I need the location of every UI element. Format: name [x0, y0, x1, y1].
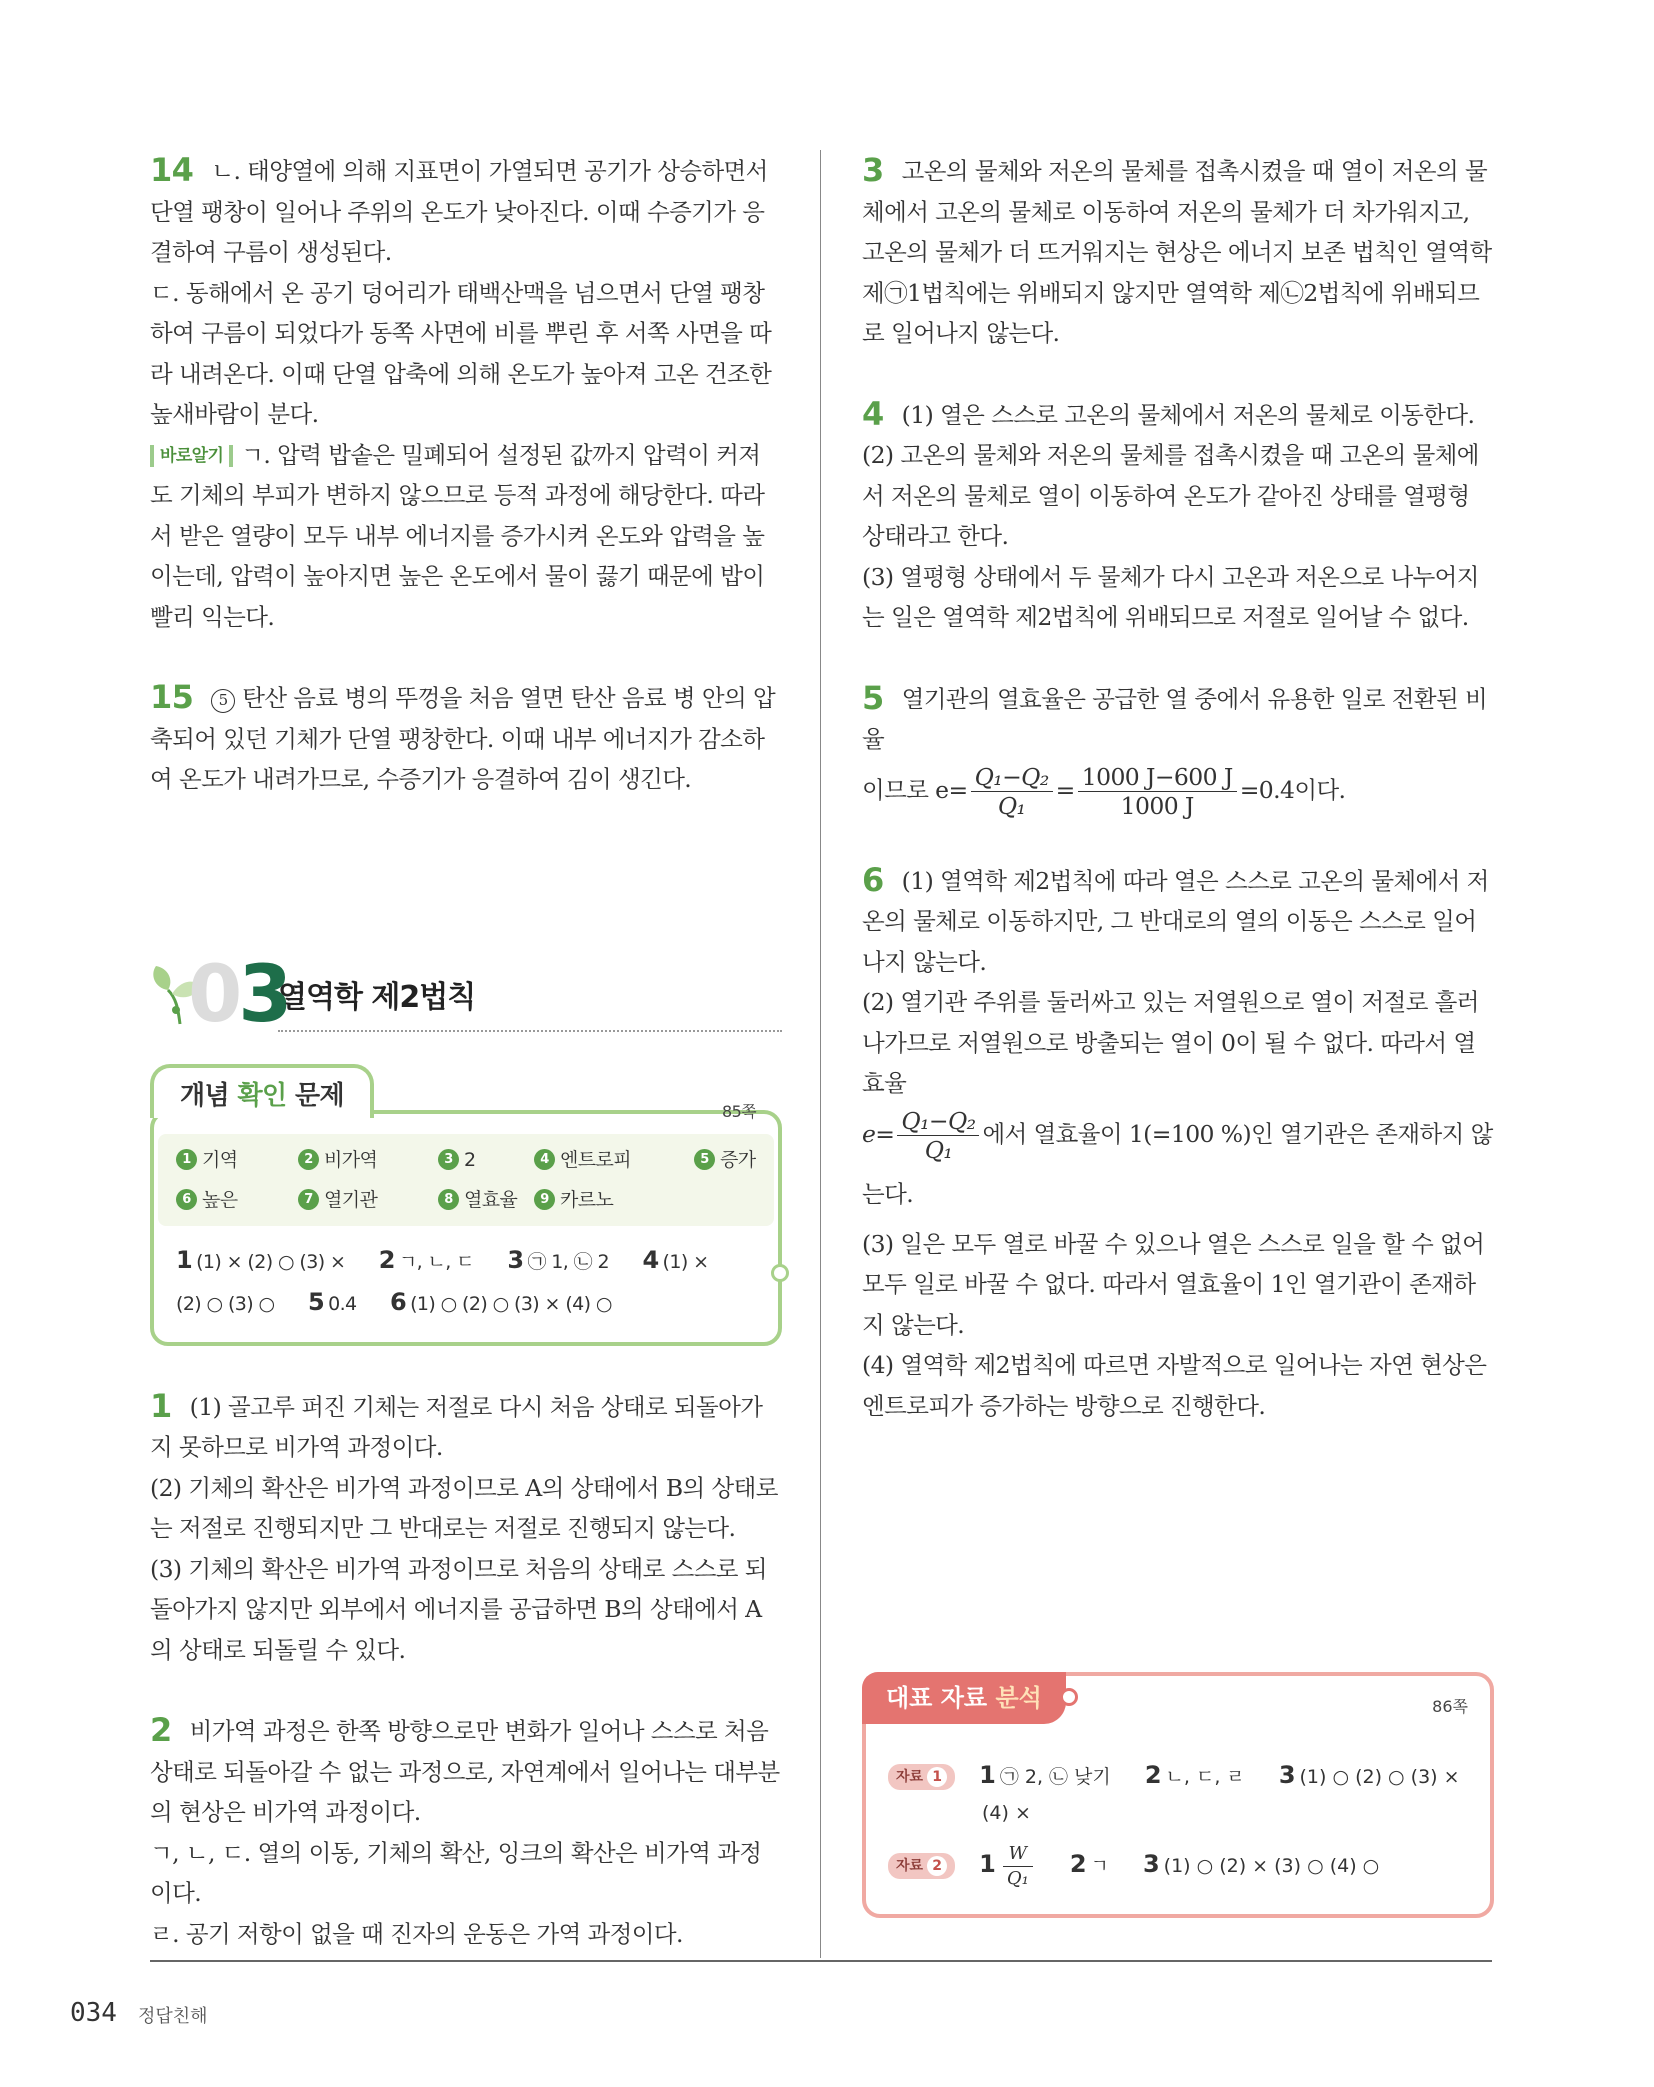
keyword-item: [534, 1180, 694, 1220]
answer-text: 탄산 음료 병의 뚜껑을 처음 열면 탄산 음료 병 안의 압축되어 있던 기체가 단열 팽창한다. 이때 내부 에너지가 감소하여 온도가 내려가므로, 수증기가 응결하여 김이 생긴다.: [150, 684, 776, 793]
page-number: 034: [70, 1998, 117, 2028]
answer-6: 6 (1) 열역학 제2법칙에 따라 열은 스스로 고온의 물체에서 저온의 물체로 이동하지만, 그 반대로의 열의 이동은 스스로 일어나지 않는다. (2) 열기관 주위를 둘러싸고 있는 저열원으로 열이 저절로 흘러나가므로 저열원으로 방출되는 열이 0이 될 수 없다. 따라서 열효율 e= $\frac{\text{Q₁−Q₂}}{\text{Q₁}}$ 에서 열효율이 1(=100 %)인 열기관은 존재하지 않는다. (3) 일은 모두 열로 바꿀 수 있으나 열은 스스로 일을 할 수 없어 모두 일로 바꿀 수 없다. 따라서 열효율이 1인 열기관이 존재하지 않는다. (4) 열역학 제2법칙에 따르면 자발적으로 일어나는 자연 현상은 엔트로피가 증가하는 방향으로 진행한다.: [862, 860, 1494, 1427]
decorative-knob: [1060, 1688, 1078, 1706]
answer-text: (4) 열역학 제2법칙에 따르면 자발적으로 일어나는 자연 현상은 엔트로피가 증가하는 방향으로 진행한다.: [862, 1351, 1487, 1420]
keyword-text: 2: [464, 1148, 476, 1171]
reference-tag: 자료 2: [888, 1853, 955, 1879]
keyword-number: 3: [438, 1149, 459, 1170]
answer-15: [150, 677, 782, 800]
keyword-number: 6: [176, 1189, 197, 1210]
keyword-item: [176, 1140, 298, 1180]
answer-text: 열기관의 열효율은 공급한 열 중에서 유용한 일로 전환된 비율: [862, 684, 1488, 753]
keyword-text: 열기관: [324, 1188, 378, 1211]
concept-check-box: [150, 1080, 782, 1346]
question-number: 5: [862, 678, 884, 717]
keyword-item: [438, 1180, 534, 1220]
baro-algi-tag: 바로알기: [150, 445, 233, 467]
circled-label: ㉠: [884, 278, 908, 307]
keyword-text: 카르노: [560, 1188, 614, 1211]
efficiency-fraction: $\frac{\text{Q₁−Q₂}}{\text{Q₁}}$: [897, 1107, 979, 1164]
value-fraction: $\frac{1000 J-600 J}{1000 J}$: [1078, 763, 1237, 820]
keyword-item: [176, 1180, 298, 1220]
keyword-number: 4: [534, 1149, 555, 1170]
circled-label: ㉡: [1280, 278, 1304, 307]
answer-text: (2) 고온의 물체와 저온의 물체를 접촉시켰을 때 고온의 물체에서 저온의 물체로 열이 이동하여 온도가 같아진 상태를 열평형 상태라고 한다.: [862, 441, 1479, 550]
right-column: [862, 150, 1494, 1466]
page-reference: 86쪽: [1432, 1697, 1468, 1716]
book-label: 정답친해: [138, 2006, 208, 2027]
keyword-number: 1: [176, 1149, 197, 1170]
data-analysis-box: [862, 1672, 1494, 1918]
question-number: 15: [150, 678, 194, 716]
reference-tag: 자료 1: [888, 1764, 955, 1790]
section-header: [150, 950, 782, 1060]
answer-5: 5 열기관의 열효율은 공급한 열 중에서 유용한 일로 전환된 비율 이므로 e= $\frac{\text{Q₁−Q₂}}{\text{Q₁}}$ = $\frac{1000 J-600 J}{1000 J}$ =0.4이다.: [862, 678, 1488, 820]
question-number: 14: [150, 151, 194, 189]
keyword-item: [298, 1180, 438, 1220]
answer-text: (1) 열은 스스로 고온의 물체에서 저온의 물체로 이동한다.: [901, 400, 1475, 429]
concept-check-tab: 개념 확인 문제: [150, 1064, 374, 1118]
answer-text: (2) 열기관 주위를 둘러싸고 있는 저열원으로 열이 저절로 흘러나가므로 저열원으로 방출되는 열이 0이 될 수 없다. 따라서 열효율: [862, 988, 1479, 1097]
footer-rule: [150, 1960, 1492, 1962]
keyword-number: 7: [298, 1189, 319, 1210]
efficiency-fraction: $\frac{\text{Q₁−Q₂}}{\text{Q₁}}$: [971, 763, 1053, 820]
question-number: 1: [150, 1386, 172, 1425]
answer-text: ㄹ. 공기 저항이 없을 때 진자의 운동은 가역 과정이다.: [150, 1919, 683, 1948]
answer-4: [862, 394, 1494, 638]
circled-choice: 5: [211, 689, 235, 713]
keyword-number: 5: [694, 1149, 715, 1170]
keyword-text: 높은: [202, 1188, 238, 1211]
keyword-text: 엔트로피: [560, 1148, 632, 1171]
answer-text: (3) 열평형 상태에서 두 물체가 다시 고온과 저온으로 나누어지는 일은 열역학 제2법칙에 위배되므로 저절로 일어날 수 없다.: [862, 562, 1479, 631]
column-divider: [820, 150, 821, 1958]
answer-text: ㄴ. 태양열에 의해 지표면이 가열되면 공기가 상승하면서 단열 팽창이 일어나 주위의 온도가 낮아진다. 이때 수증기가 응결하여 구름이 생성된다.: [150, 157, 768, 266]
keyword-number: 2: [298, 1149, 319, 1170]
keyword-item: [298, 1140, 438, 1180]
keyword-number: 8: [438, 1189, 459, 1210]
answer-text: 비가역 과정은 한쪽 방향으로만 변화가 일어나 스스로 처음 상태로 되돌아갈 수 없는 과정으로, 자연계에서 일어나는 대부분의 현상은 비가역 과정이다.: [150, 1717, 780, 1826]
question-number: 2: [150, 1711, 172, 1749]
keyword-text: 증가: [720, 1148, 756, 1171]
answer-summary: 1 (1) × (2) ○ (3) × 2 ㄱ, ㄴ, ㄷ 3 ㉠ 1, ㉡ 2 4 (1) × (2) ○ (3) ○ 5 0.4 6 (1) ○ (2) ○ (3) × (4) ○: [176, 1245, 709, 1316]
reference-row-1-cont: (4) ×: [982, 1802, 1031, 1824]
keyword-item: [534, 1140, 694, 1180]
answer-2: [150, 1710, 782, 1954]
answer-text: ㄷ. 동해에서 온 공기 덩어리가 태백산맥을 넘으면서 단열 팽창하여 구름이 되었다가 동쪽 사면에 비를 뿌린 후 서쪽 사면을 따라 내려온다. 이때 단열 압축에 의해 온도가 높아져 고온 건조한 높새바람이 분다.: [150, 278, 772, 428]
answer-text: (2) 기체의 확산은 비가역 과정이므로 A의 상태에서 B의 상태로는 저절로 진행되지만 그 반대로는 저절로 진행되지 않는다.: [150, 1473, 778, 1542]
question-number: 4: [862, 394, 884, 433]
answer-14: [150, 150, 782, 637]
answer-text: (3) 일은 모두 열로 바꿀 수 있으나 열은 스스로 일을 할 수 없어 모두 일로 바꿀 수 없다. 따라서 열효율이 1인 열기관이 존재하지 않는다.: [862, 1229, 1485, 1339]
answer-text: ㄱ. 압력 밥솥은 밀폐되어 설정된 값까지 압력이 커져도 기체의 부피가 변하지 않으므로 등적 과정에 해당한다. 따라서 받은 열량이 모두 내부 에너지를 증가시켜 온도와 압력을 높이는데, 압력이 높아지면 높은 온도에서 물이 끓기 때문에 밥이 빨리 익는다.: [150, 440, 765, 631]
question-number: 3: [862, 151, 884, 189]
keyword-text: 열효율: [464, 1188, 518, 1211]
keyword-number: 9: [534, 1189, 555, 1210]
data-analysis-tab: 대표 자료 분석: [862, 1672, 1066, 1724]
answer-text: (1) 골고루 퍼진 기체는 저절로 다시 처음 상태로 되돌아가지 못하므로 비가역 과정이다.: [150, 1392, 763, 1461]
keyword-list: [158, 1134, 774, 1226]
answer-3: 3 고온의 물체와 저온의 물체를 접촉시켰을 때 열이 저온의 물체에서 고온의 물체로 이동하여 저온의 물체가 더 차가워지고, 고온의 물체가 더 뜨거워지는 현상은 에너지 보존 법칙인 열역학 제㉠1법칙에는 위배되지 않지만 열역학 제㉡2법칙에 위배되므로 일어나지 않는다.: [862, 151, 1492, 347]
section-title: 열역학 제2법칙: [278, 979, 476, 1015]
question-number: 6: [862, 860, 884, 899]
answer-text: ㄱ, ㄴ, ㄷ. 열의 이동, 기체의 확산, 잉크의 확산은 비가역 과정이다.: [150, 1838, 762, 1907]
keyword-text: 기역: [202, 1148, 238, 1171]
decorative-knob: [771, 1264, 789, 1282]
work-fraction: $\frac{W}{\text{Q₁}}$: [1003, 1842, 1033, 1891]
keyword-item: [694, 1140, 756, 1180]
keyword-item: [438, 1140, 534, 1180]
answer-1: [150, 1386, 782, 1671]
left-column: [150, 150, 782, 1994]
answer-text: (1) 열역학 제2법칙에 따라 열은 스스로 고온의 물체에서 저온의 물체로 이동하지만, 그 반대로의 열의 이동은 스스로 일어나지 않는다.: [862, 866, 1489, 976]
reference-row-2: 자료 2 1 $\frac{W}{\text{Q₁}}$ 2 ㄱ 3 (1) ○ (2) × (3) ○ (4) ○: [888, 1842, 1379, 1891]
section-number: 03: [188, 949, 289, 1040]
reference-row-1: 자료 1 1 ㉠ 2, ㉡ 낮기 2 ㄴ, ㄷ, ㄹ 3 (1) ○ (2) ○ (3) ×: [888, 1756, 1460, 1796]
keyword-text: 비가역: [324, 1148, 378, 1171]
page-reference: 85쪽: [721, 1101, 756, 1121]
section-rule: [278, 1030, 782, 1032]
answer-text: (3) 기체의 확산은 비가역 과정이므로 처음의 상태로 스스로 되돌아가지 않지만 외부에서 에너지를 공급하면 B의 상태에서 A의 상태로 되돌릴 수 있다.: [150, 1554, 767, 1664]
